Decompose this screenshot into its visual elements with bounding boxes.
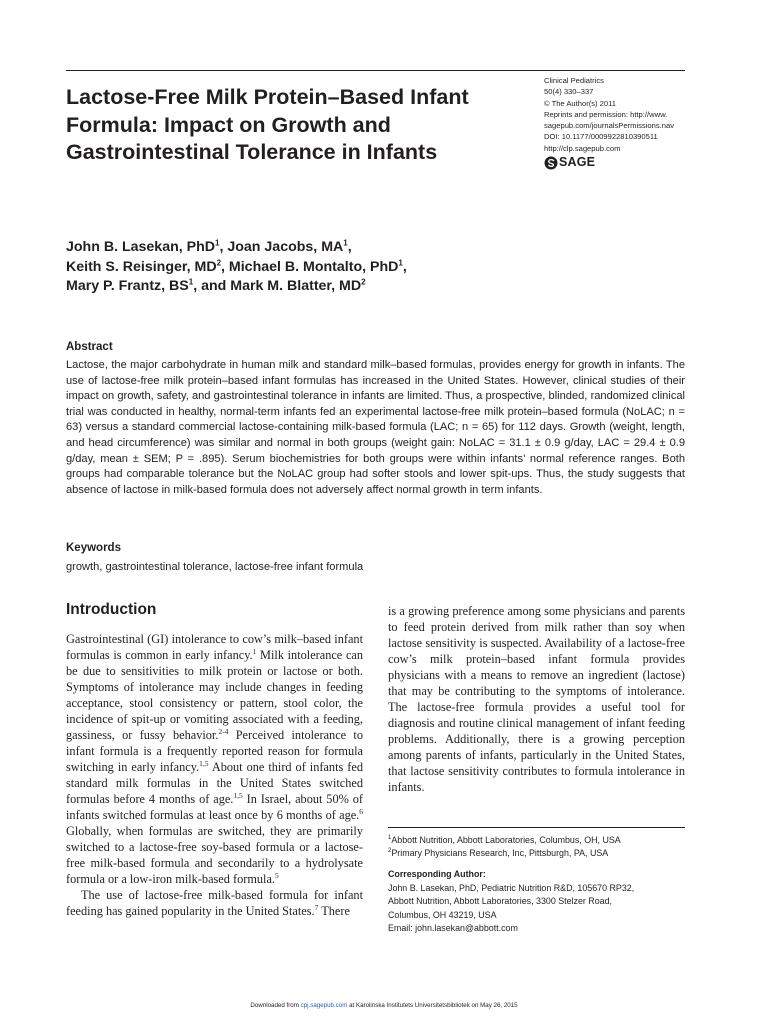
reprints-line-2: sagepub.com/journalsPermissions.nav [544, 121, 675, 131]
author-name: John B. Lasekan, PhD [66, 239, 216, 255]
author-name: Mary P. Frantz, BS [66, 278, 189, 294]
author-affiliation-mark: 2 [216, 257, 222, 267]
author-list: John B. Lasekan, PhD$^1$, Joan Jacobs, $MA^1$, Keith S. Reisinger, $MD^2$, Michael B. Montalto, PhD$^1$, Mary P. Frantz, $BS^1$, and Mark M. Blatter, $MD^2$ [66, 238, 407, 294]
author-affiliation-mark: 2 [361, 277, 366, 287]
intro-paragraph-2-continued: is a growing preference among some physicians and parents to feed protein derived from milk rather than soy when lactose sensitivity is suspected. Availability of a lactose-free cow’s milk protein–based infant formula provides physicians with a means to remove an ingredient (lactose) that may be contributing to the symptoms of intolerance. The lactose-free formula provides a useful tool for diagnosis and routine clinical management of infant feeding problems. Additionally, there is a growing perception among parents of infants, particularly in the United States, that lactose sensitivity contributes to formula intolerance in infants. [388, 604, 685, 794]
corresponding-address-line: Abbott Nutrition, Abbott Laboratories, 3300 Stelzer Road, [388, 896, 612, 907]
intro-paragraph-2: The use of lactose-free milk-based formula for infant feeding has gained popularity in the United States.$^7$ There [66, 888, 363, 918]
abstract-heading: Abstract [66, 341, 113, 353]
author-affiliation-mark: 1 [188, 277, 194, 287]
keywords-text: growth, gastrointestinal tolerance, lactose-free infant formula [66, 561, 364, 573]
reprints-line-1: Reprints and permission: http://www. [544, 109, 668, 119]
citation: 1,5 [233, 790, 243, 800]
left-column-text [66, 631, 363, 919]
citation: 1 [252, 646, 257, 656]
right-column-text [388, 603, 685, 795]
author-name: Keith S. Reisinger, MD [66, 258, 217, 275]
corresponding-address-line: Columbus, OH 43219, USA [388, 909, 497, 920]
affiliations [388, 834, 688, 861]
citation: 5 [275, 870, 279, 880]
footer-link[interactable]: cpj.sagepub.com [300, 1002, 348, 1009]
corresponding-email: Email: john.lasekan@abbott.com [388, 923, 518, 934]
footnote-rule [388, 827, 685, 828]
copyright: © The Author(s) 2011 [544, 98, 617, 108]
sage-logo-text: SAGE [559, 155, 596, 170]
download-footer: Downloaded from cpj.sagepub.com at Karolinska Institutets Universitetsbibliotek on May 26, 2015 [250, 1002, 518, 1009]
keywords-heading: Keywords [66, 542, 121, 554]
journal-name: Clinical Pediatrics [544, 76, 604, 85]
author-affiliation-mark: 1 [343, 238, 348, 248]
corresponding-author [388, 868, 688, 936]
journal-meta [544, 75, 694, 170]
affiliation: $^2$Primary Physicians Research, Inc, Pittsburgh, PA, USA [388, 848, 609, 859]
citation: 6 [359, 806, 363, 816]
author-name: Joan Jacobs, MA [227, 239, 344, 255]
affiliation: $^1$Abbott Nutrition, Abbott Laboratories, Columbus, OH, USA [388, 835, 621, 845]
article-title: Lactose-Free Milk Protein–Based Infant Formula: Impact on Growth and Gastrointestinal Tolerance in Infants [66, 85, 469, 164]
author-affiliation-mark: 1 [398, 257, 403, 267]
header-rule [66, 70, 685, 71]
sage-logo [544, 156, 694, 170]
citation: 7 [314, 902, 319, 912]
citation: 2-4 [218, 726, 229, 736]
journal-url: http://clp.sagepub.com [544, 143, 621, 153]
author-name: Mark M. Blatter, MD [230, 278, 362, 294]
journal-volume: 50(4) 330–337 [544, 87, 594, 97]
sage-s-icon [544, 156, 558, 170]
doi: DOI: 10.1177/0009922810390511 [544, 132, 658, 142]
author-name: Michael B. Montalto, PhD [228, 258, 399, 275]
citation: 1,5 [199, 758, 209, 768]
intro-paragraph-1: Gastrointestinal (GI) intolerance to cow’s milk–based infant formulas is common in early infancy.$^1$ Milk intolerance can be due to sensitivities to milk protein or lactose or both. Symptoms of intolerance may include changes in feeding acceptance, stool consistency or pattern, stool color, the incidence of spit-up or vomiting associated with a feeding, gassiness, or fussy behavior.$^{2-4}$ Perceived intolerance to infant formula is a frequently reported reason for formula switching in early infancy.$^{1,5}$ About one third of infants fed standard milk formulas in the United States switched formulas before 4 months of age.$^{1,5}$ In Israel, about 50% of infants switched formulas at least once by 6 months of age.$^6$ Globally, when formulas are switched, they are primarily switched to a lactose-free soy-based formula or a lactose-free milk-based formula and secondarily to a hydrolysate formula or a low-iron milk-based formula.$^5$ [66, 632, 364, 886]
abstract-text: Lactose, the major carbohydrate in human milk and standard milk–based formulas, provides energy for growth in infants. The use of lactose-free milk protein–based infant formulas has increased in the United States. However, clinical studies of their impact on growth, safety, and gastrointestinal tolerance in infants are limited. Thus, a prospective, blinded, randomized clinical trial was conducted in healthy, normal-term infants fed an experimental lactose-free milk protein–based formula (NoLAC; n = 63) versus a standard commercial lactose-containing milk-based formula (LAC; n = 65) for 112 days. Growth (weight, length, and head circumference) was similar and normal in both groups (weight gain: NoLAC = 31.1 ± 0.9 g/day, LAC = 29.4 ± 0.9 g/day, mean ± SEM; P = .895). Serum biochemistries for both groups were within infants’ normal reference ranges. Both groups had comparable tolerance but the NoLAC group had softer stools and lower spit-ups. Thus, the study suggests that absence of lactose in milk-based formula does not adversely affect normal growth in term infants. [66, 359, 685, 496]
introduction-heading: Introduction [66, 601, 157, 618]
corresponding-author-heading: Corresponding Author: [388, 869, 486, 879]
corresponding-address-line: John B. Lasekan, PhD, Pediatric Nutrition R&D, 105670 RP32, [388, 882, 635, 893]
author-affiliation-mark: 1 [215, 238, 220, 248]
